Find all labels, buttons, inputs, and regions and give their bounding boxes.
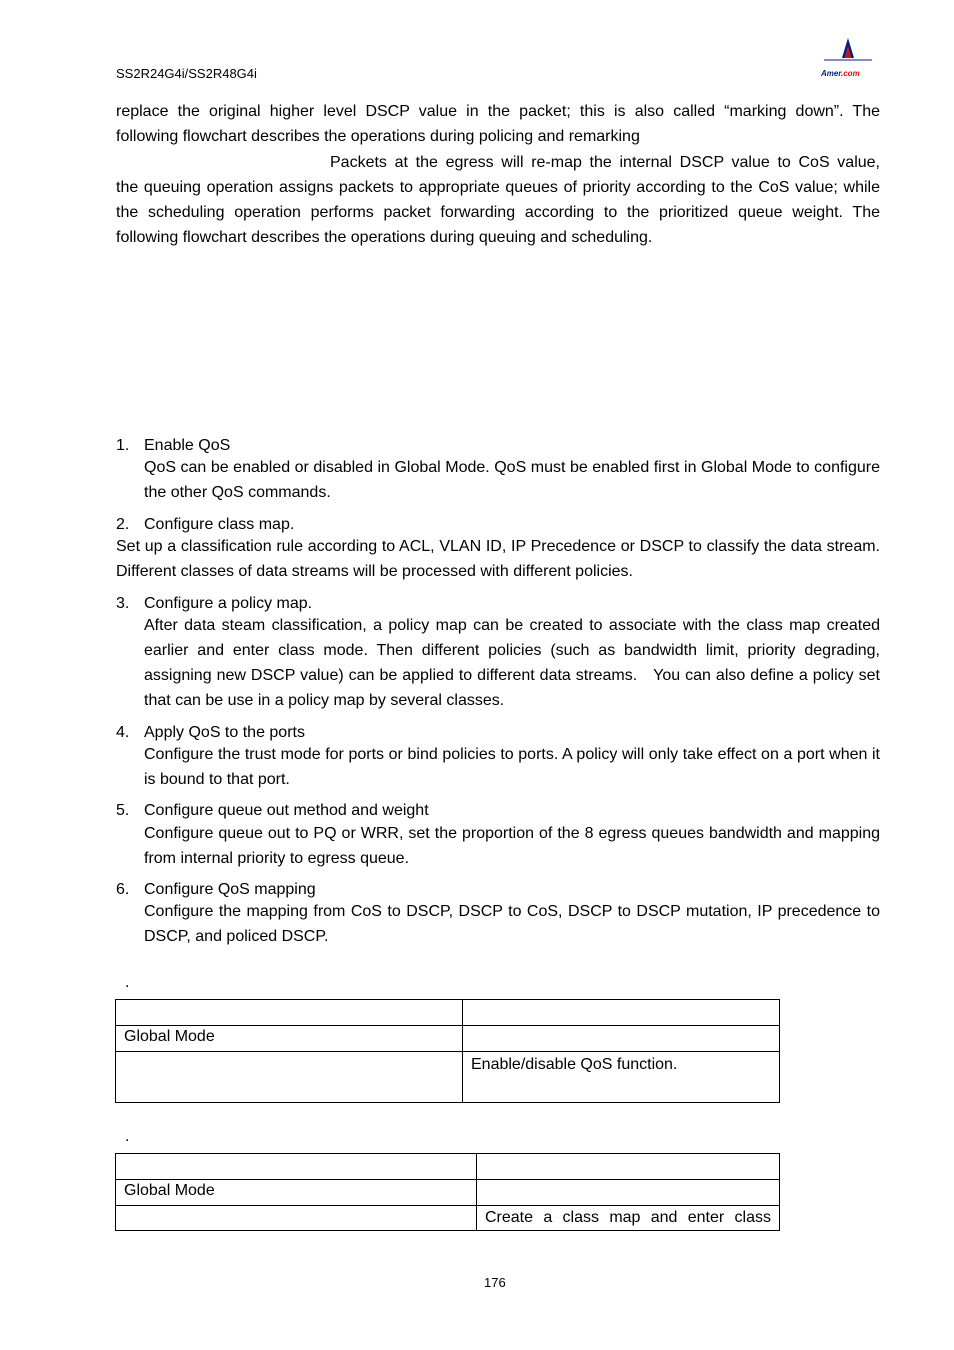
- table-2-mode-cell: Global Mode: [116, 1180, 477, 1206]
- command-table-1: [115, 999, 780, 1103]
- step-3-number: 3.: [116, 595, 130, 612]
- logo-wordmark: Amer.com: [821, 69, 860, 78]
- table-1-header-command: [116, 1000, 463, 1026]
- step-5-number: 5.: [116, 802, 130, 819]
- page-number: 176: [484, 1275, 506, 1290]
- document-header-model: SS2R24G4i/SS2R48G4i: [116, 66, 257, 81]
- table-1-mode-cell: Global Mode: [116, 1026, 463, 1052]
- step-3-title: Configure a policy map.: [144, 595, 313, 612]
- step-1-number: 1.: [116, 437, 130, 454]
- step-5-body: Configure queue out to PQ or WRR, set the proportion of the 8 egress queues bandwidth and mapping from internal priority to egress queue.: [144, 825, 880, 867]
- step-5-title: Configure queue out method and weight: [144, 802, 429, 819]
- step-4-number: 4.: [116, 724, 130, 741]
- step-6-title: Configure QoS mapping: [144, 881, 316, 898]
- paragraph-1-line-1: replace the original higher level DSCP value in the packet; this is also called “marking down”. The: [116, 103, 880, 120]
- table-1-description-cell: Enable/disable QoS function.: [463, 1052, 780, 1103]
- table-2-caption: .: [125, 1128, 130, 1145]
- table-2-description-cell: Create a class map and enter class: [477, 1206, 780, 1231]
- step-1-title: Enable QoS: [144, 437, 231, 454]
- step-4-body: Configure the trust mode for ports or bind policies to ports. A policy will only take effect on a port when it is bound to that port.: [144, 746, 880, 788]
- paragraph-2-body: the queuing operation assigns packets to appropriate queues of priority according to the CoS value; while the scheduling operation performs packet forwarding according to the prioritized queue weight. The following flowchart describes the operations during queuing and scheduling.: [116, 179, 880, 246]
- step-1-body: QoS can be enabled or disabled in Global Mode. QoS must be enabled first in Global Mode to configure the other QoS commands.: [144, 459, 880, 501]
- step-6-body: Configure the mapping from CoS to DSCP, DSCP to CoS, DSCP to DSCP mutation, IP precedence to DSCP, and policed DSCP.: [144, 903, 880, 945]
- step-6-number: 6.: [116, 881, 130, 898]
- table-2-header-explanation: [477, 1154, 780, 1180]
- paragraph-1-line-2: following flowchart describes the operations during policing and remarking: [116, 128, 640, 145]
- step-4-title: Apply QoS to the ports: [144, 724, 305, 741]
- table-1-header-explanation: [463, 1000, 780, 1026]
- table-2-header-command: [116, 1154, 477, 1180]
- step-3-body: After data steam classification, a policy map can be created to associate with the class map created earlier and enter class mode. Then different policies (such as bandwidth limit, priority degrading, assigning new DSCP value) can be applied to different data streams. You can also define a policy set that can be use in a policy map by several classes.: [144, 617, 880, 709]
- step-2-body: Set up a classification rule according to ACL, VLAN ID, IP Precedence or DSCP to classify the data stream. Different classes of data streams will be processed with different policies.: [116, 538, 880, 580]
- table-1-caption: .: [125, 974, 130, 991]
- step-2-number: 2.: [116, 516, 130, 533]
- table-1-command-cell: [116, 1052, 463, 1103]
- step-2-title: Configure class map.: [144, 516, 295, 533]
- paragraph-2-line-1: Packets at the egress will re-map the internal DSCP value to CoS value,: [330, 154, 880, 171]
- table-2-mode-empty: [477, 1180, 780, 1206]
- table-2-command-cell: [116, 1206, 477, 1231]
- command-table-2: [115, 1153, 780, 1231]
- table-1-mode-empty: [463, 1026, 780, 1052]
